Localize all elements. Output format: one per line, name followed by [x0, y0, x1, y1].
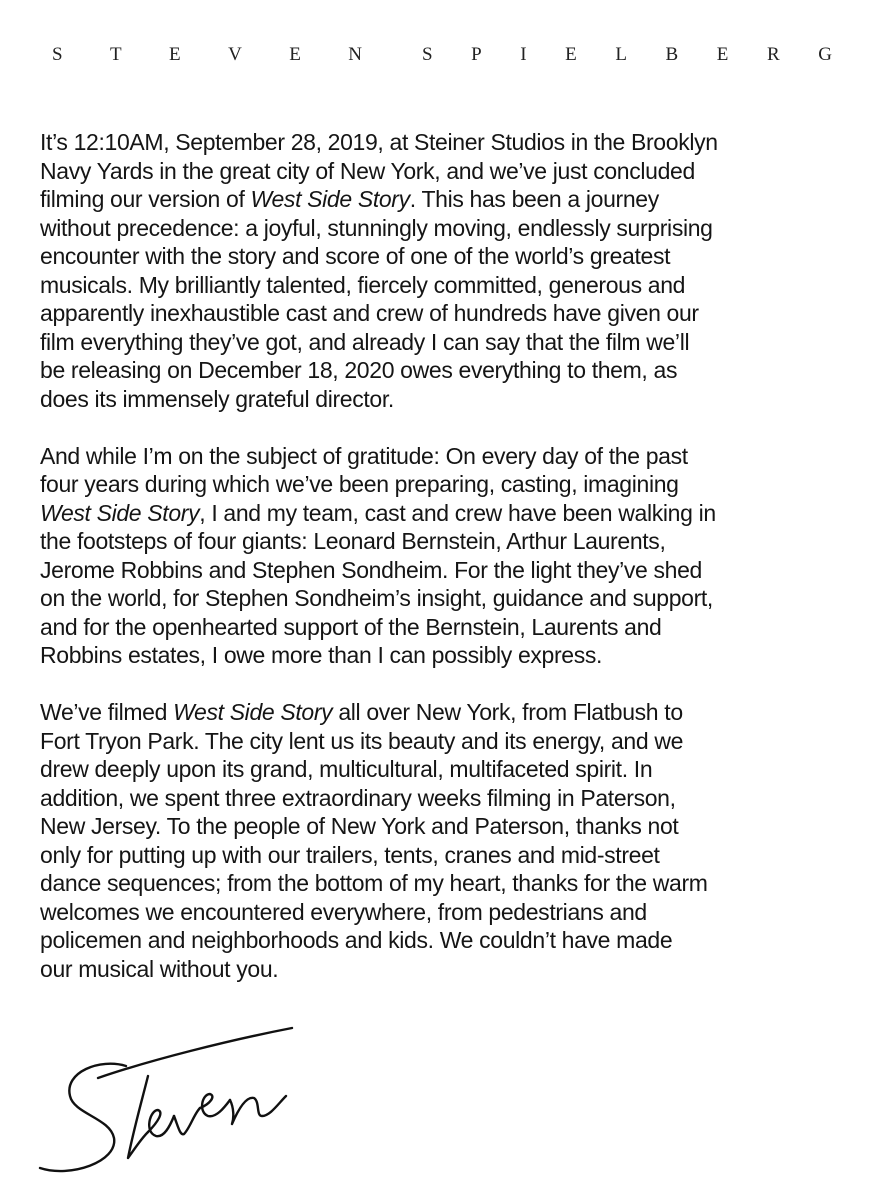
- letterhead-letter: N: [348, 44, 362, 65]
- letterhead-letter: G: [818, 44, 832, 65]
- text-run: Navy Yards in the great city of New York, and we’ve just concluded: [40, 157, 695, 184]
- film-title: West Side Story: [40, 499, 200, 526]
- text-line: [40, 328, 852, 357]
- text-run: New Jersey. To the people of New York and Paterson, thanks not: [40, 813, 679, 839]
- text-run: addition, we spent three extraordinary weeks filming in Paterson,: [40, 784, 676, 811]
- text-run: filming our version of: [40, 186, 251, 212]
- text-run: be releasing on December 18, 2020 owes everything to them, as: [40, 357, 678, 383]
- text-line: [40, 841, 852, 870]
- text-line: [40, 955, 852, 984]
- text-run: We’ve filmed: [40, 699, 174, 725]
- letterhead-letter: E: [289, 44, 301, 65]
- letterhead-last-name: [422, 44, 832, 66]
- text-run: welcomes we encountered everywhere, from pedestrians and: [40, 898, 647, 925]
- text-line: [40, 613, 852, 642]
- text-run: encounter with the story and score of one of the world’s greatest: [40, 243, 671, 269]
- letterhead-letter: E: [565, 44, 577, 65]
- letterhead-letter: V: [228, 44, 242, 65]
- text-line: [40, 898, 852, 927]
- letterhead-letter: E: [716, 44, 729, 65]
- text-line: [40, 784, 852, 813]
- text-run: without precedence: a joyful, stunningly moving, endlessly surprising: [40, 214, 713, 241]
- text-line: [40, 442, 852, 471]
- text-run: does its immensely grateful director.: [40, 385, 394, 412]
- text-run: And while I’m on the subject of gratitude: On every day of the past: [40, 442, 688, 469]
- text-run: apparently inexhaustible cast and crew of hundreds have given our: [40, 300, 699, 326]
- film-title: West Side Story: [250, 186, 410, 212]
- letterhead-letter: R: [766, 44, 780, 65]
- signature: [30, 1000, 330, 1190]
- text-line: [40, 356, 852, 385]
- text-line: [40, 527, 852, 556]
- text-line: [40, 385, 852, 414]
- letterhead-letter: S: [52, 44, 63, 65]
- text-line: [40, 470, 852, 499]
- text-run: policemen and neighborhoods and kids. We couldn’t have made: [40, 927, 673, 953]
- text-run: the footsteps of four giants: Leonard Bernstein, Arthur Laurents,: [40, 528, 666, 554]
- letterhead-letter: E: [169, 44, 181, 65]
- text-line: [40, 727, 852, 756]
- letterhead-first-name: [52, 44, 362, 66]
- text-run: on the world, for Stephen Sondheim’s insight, guidance and support,: [40, 585, 713, 611]
- text-run: , I and my team, cast and crew have been walking in: [199, 499, 716, 526]
- text-line: [40, 698, 852, 727]
- letter-body: [40, 128, 852, 1012]
- letterhead-letter: P: [471, 44, 482, 65]
- text-line: [40, 157, 852, 186]
- text-line: [40, 926, 852, 955]
- film-title: West Side Story: [173, 699, 333, 725]
- text-run: It’s 12:10AM, September 28, 2019, at Steiner Studios in the Brooklyn: [40, 129, 718, 155]
- text-run: four years during which we’ve been preparing, casting, imagining: [40, 471, 679, 497]
- text-line: [40, 128, 852, 157]
- letterhead-letter: S: [422, 44, 433, 65]
- text-run: film everything they’ve got, and already I can say that the film we’ll: [40, 328, 690, 355]
- text-line: [40, 214, 852, 243]
- text-line: [40, 869, 852, 898]
- paragraph: [40, 442, 852, 670]
- text-line: [40, 641, 852, 670]
- text-run: musicals. My brilliantly talented, fiercely committed, generous and: [40, 271, 686, 298]
- text-line: [40, 242, 852, 271]
- text-run: drew deeply upon its grand, multicultural, multifaceted spirit. In: [40, 756, 653, 782]
- text-run: dance sequences; from the bottom of my heart, thanks for the warm: [40, 870, 708, 896]
- text-run: our musical without you.: [40, 955, 279, 982]
- text-line: [40, 755, 852, 784]
- letterhead-letter: T: [110, 44, 122, 65]
- text-line: [40, 185, 852, 214]
- text-run: Robbins estates, I owe more than I can possibly express.: [40, 642, 603, 668]
- letterhead: [0, 44, 894, 84]
- text-run: and for the openhearted support of the Bernstein, Laurents and: [40, 613, 662, 640]
- letterhead-letter: L: [615, 44, 627, 65]
- text-line: [40, 584, 852, 613]
- text-run: all over New York, from Flatbush to: [332, 699, 683, 725]
- text-run: . This has been a journey: [409, 186, 659, 212]
- text-line: [40, 812, 852, 841]
- text-line: [40, 556, 852, 585]
- text-line: [40, 271, 852, 300]
- paragraph: [40, 698, 852, 983]
- text-line: [40, 499, 852, 528]
- text-run: Jerome Robbins and Stephen Sondheim. For the light they’ve shed: [40, 556, 702, 583]
- text-run: only for putting up with our trailers, tents, cranes and mid-street: [40, 841, 660, 868]
- letterhead-letter: I: [520, 44, 527, 65]
- letterhead-letter: B: [665, 44, 679, 65]
- text-run: Fort Tryon Park. The city lent us its beauty and its energy, and we: [40, 727, 684, 754]
- paragraph: [40, 128, 852, 413]
- text-line: [40, 299, 852, 328]
